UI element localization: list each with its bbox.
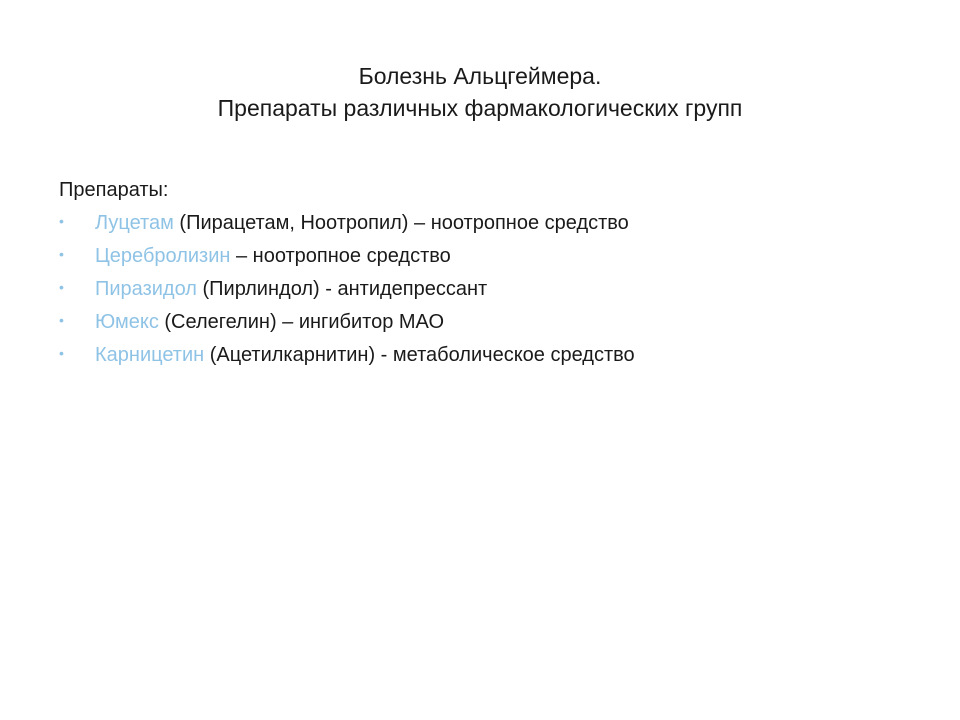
- bullet-icon: •: [59, 312, 64, 328]
- bullet-icon: •: [59, 246, 64, 262]
- list-item-text: [95, 308, 444, 336]
- drug-description: – ноотропное средство: [230, 245, 451, 267]
- list-item-text: [95, 341, 635, 369]
- drug-name: Карницетин: [95, 344, 205, 366]
- list-item-text: [95, 242, 451, 270]
- drug-name: Пиразидол: [95, 278, 197, 300]
- drug-name: Юмекс: [95, 311, 159, 333]
- bullet-icon: •: [59, 213, 64, 229]
- drug-description: (Пирлиндол) - антидепрессант: [196, 278, 488, 300]
- drug-description: (Ацетилкарнитин) - метаболическое средство: [204, 344, 635, 366]
- slide-title: [0, 60, 960, 124]
- title-line-2: Препараты различных фармакологических групп: [217, 95, 743, 121]
- bullet-icon: •: [59, 279, 64, 295]
- list-item-text: [95, 275, 487, 303]
- intro-label: Препараты:: [59, 179, 169, 201]
- drug-description: (Селегелин) – ингибитор МАО: [158, 311, 445, 333]
- bullet-icon: •: [59, 345, 64, 361]
- drug-name: Луцетам: [95, 212, 174, 234]
- drug-name: Церебролизин: [95, 245, 231, 267]
- title-line-1: Болезнь Альцгеймера.: [358, 63, 602, 89]
- list-item-text: [95, 209, 629, 237]
- drug-description: (Пирацетам, Ноотропил) – ноотропное средство: [173, 212, 629, 234]
